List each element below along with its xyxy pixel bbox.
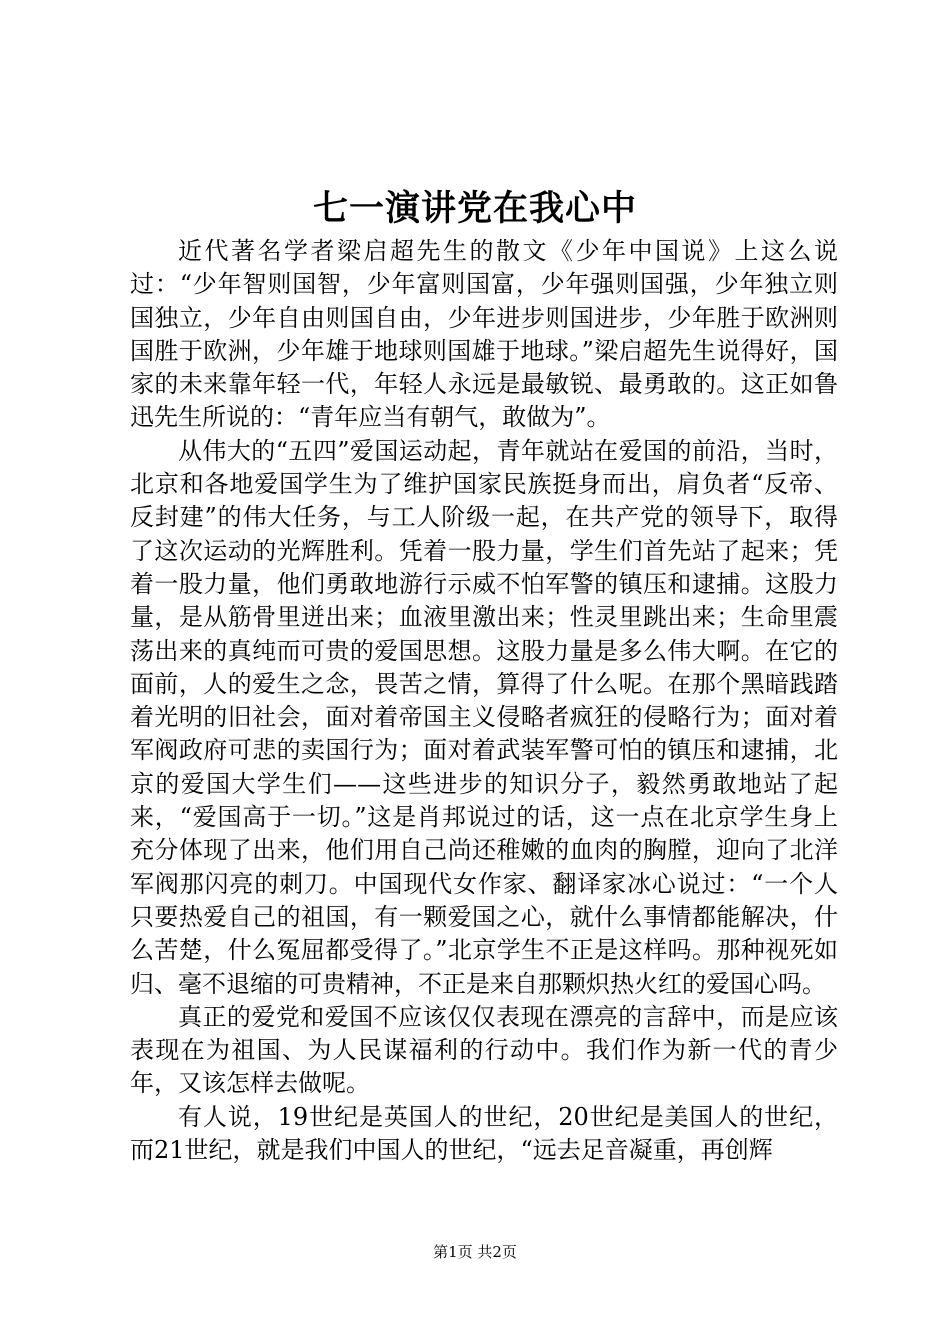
paragraph-4: 有人说，19世纪是英国人的世纪，20世纪是美国人的世纪，而21世纪，就是我们中国人的世纪，“远去足音凝重，再创辉 (130, 1102, 838, 1165)
document-title: 七一演讲党在我心中 (312, 188, 637, 229)
paragraph-3: 真正的爱党和爱国不应该仅仅表现在漂亮的言辞中，而是应该表现在为祖国、为人民谋福利的行动中。我们作为新一代的青少年，又该怎样去做呢。 (130, 1002, 838, 1098)
document-body (130, 235, 838, 1167)
page-footer: 第1页 共2页 (433, 1243, 517, 1261)
paragraph-2: 从伟大的“五四”爱国运动起，青年就站在爱国的前沿，当时，北京和各地爱国学生为了维护国家民族挺身而出，肩负者“反帝、反封建”的伟大任务，与工人阶级一起，在共产党的领导下，取得了这次运动的光辉胜利。凭着一股力量，学生们首先站了起来；凭着一股力量，他们勇敢地游行示威不怕军警的镇压和逮捕。这股力量，是从筋骨里迸出来；血液里激出来；性灵里跳出来；生命里震荡出来的真纯而可贵的爱国思想。这股力量是多么伟大啊。在它的面前，人的爱生之念，畏苦之情，算得了什么呢。在那个黑暗践踏着光明的旧社会，面对着帝国主义侵略者疯狂的侵略行为；面对着军阀政府可悲的卖国行为；面对着武装军警可怕的镇压和逮捕，北京的爱国大学生们——这些进步的知识分子，毅然勇敢地站了起来，“爱国高于一切。”这是肖邦说过的话，这一点在北京学生身上充分体现了出来，他们用自己尚还稚嫩的血肉的胸膛，迎向了北洋军阀那闪亮的刺刀。中国现代女作家、翻译家冰心说过：“一个人只要热爱自己的祖国，有一颗爱国之心，就什么事情都能解决，什么苦楚，什么冤屈都受得了。”北京学生不正是这样吗。那种视死如归、毫不退缩的可贵精神，不正是来自那颗炽热火红的爱国心吗。 (130, 436, 838, 998)
paragraph-1: 近代著名学者梁启超先生的散文《少年中国说》上这么说过：“少年智则国智，少年富则国富，少年强则国强，少年独立则国独立，少年自由则国自由，少年进步则国进步，少年胜于欧洲则国胜于欧洲，少年雄于地球则国雄于地球。”梁启超先生说得好，国家的未来靠年轻一代，年轻人永远是最敏锐、最勇敢的。这正如鲁迅先生所说的：“青年应当有朝气，敢做为”。 (130, 237, 838, 432)
